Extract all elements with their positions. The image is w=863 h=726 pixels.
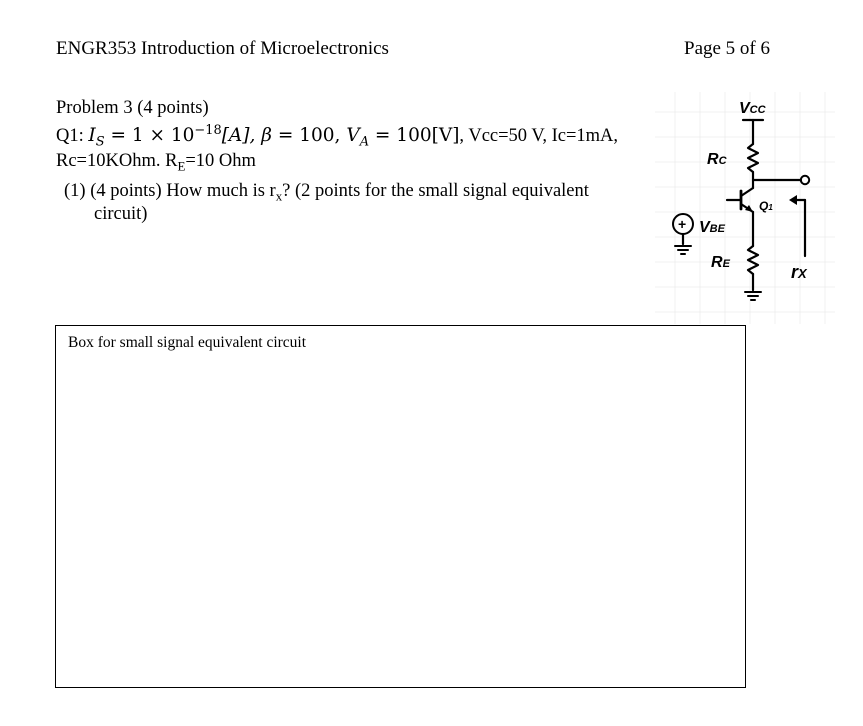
- answer-box-label: Box for small signal equivalent circuit: [68, 334, 307, 351]
- rc-value-text: Rc=10KOhm. R: [56, 151, 178, 171]
- beta-equation: = 100,: [271, 125, 347, 146]
- ground-symbol-source: [675, 246, 691, 254]
- q1-prefix: Q1:: [56, 126, 89, 146]
- part-1-line-1: [64, 180, 654, 203]
- rx-label: rX: [791, 262, 807, 282]
- is-equation: = 1 × 10: [104, 125, 195, 146]
- rc-label: RC: [707, 151, 727, 168]
- q1-label: Q1: [759, 199, 773, 213]
- q1-rest: , Vcc=50 V, Ic=1mA,: [459, 126, 618, 146]
- vbe-label: VBE: [699, 219, 725, 236]
- bjt-circuit-diagram: [655, 92, 835, 324]
- plus-sign: +: [678, 216, 687, 232]
- grid-background: [655, 92, 835, 324]
- beta-symbol: β: [261, 125, 272, 146]
- part-1-line-2: circuit): [94, 204, 148, 224]
- is-subscript: S: [95, 134, 105, 150]
- re-subscript: E: [177, 158, 186, 174]
- rx-subscript: x: [275, 188, 283, 204]
- vcc-label: VCC: [739, 100, 766, 117]
- emitter-arrow-icon: [745, 205, 753, 212]
- answer-box[interactable]: [55, 325, 746, 688]
- transistor-collector-leg: [741, 188, 753, 196]
- course-title: ENGR353 Introduction of Microelectronics: [56, 38, 389, 59]
- va-subscript: A: [359, 134, 370, 150]
- is-unit: [A],: [221, 125, 262, 146]
- is-exponent: −18: [194, 122, 222, 138]
- part-1-question: [64, 180, 654, 226]
- rx-arrow-icon: [789, 195, 797, 205]
- re-value-text: =10 Ohm: [185, 151, 256, 171]
- rc-resistor: [748, 144, 758, 172]
- problem-title: Problem 3 (4 points): [56, 98, 209, 118]
- question-1-line-2: [56, 151, 256, 172]
- part-1-text-a: (1) (4 points) How much is r: [64, 181, 276, 201]
- va-equation: = 100[V]: [369, 125, 460, 146]
- re-resistor: [748, 246, 758, 274]
- question-1-line-1: [56, 122, 618, 150]
- is-symbol: I: [88, 125, 96, 146]
- ground-symbol-emitter: [745, 292, 761, 300]
- part-1-text-b: ? (2 points for the small signal equivalent: [282, 181, 589, 201]
- page-number: Page 5 of 6: [684, 38, 771, 59]
- va-symbol: V: [346, 125, 360, 146]
- re-label: RE: [711, 254, 730, 271]
